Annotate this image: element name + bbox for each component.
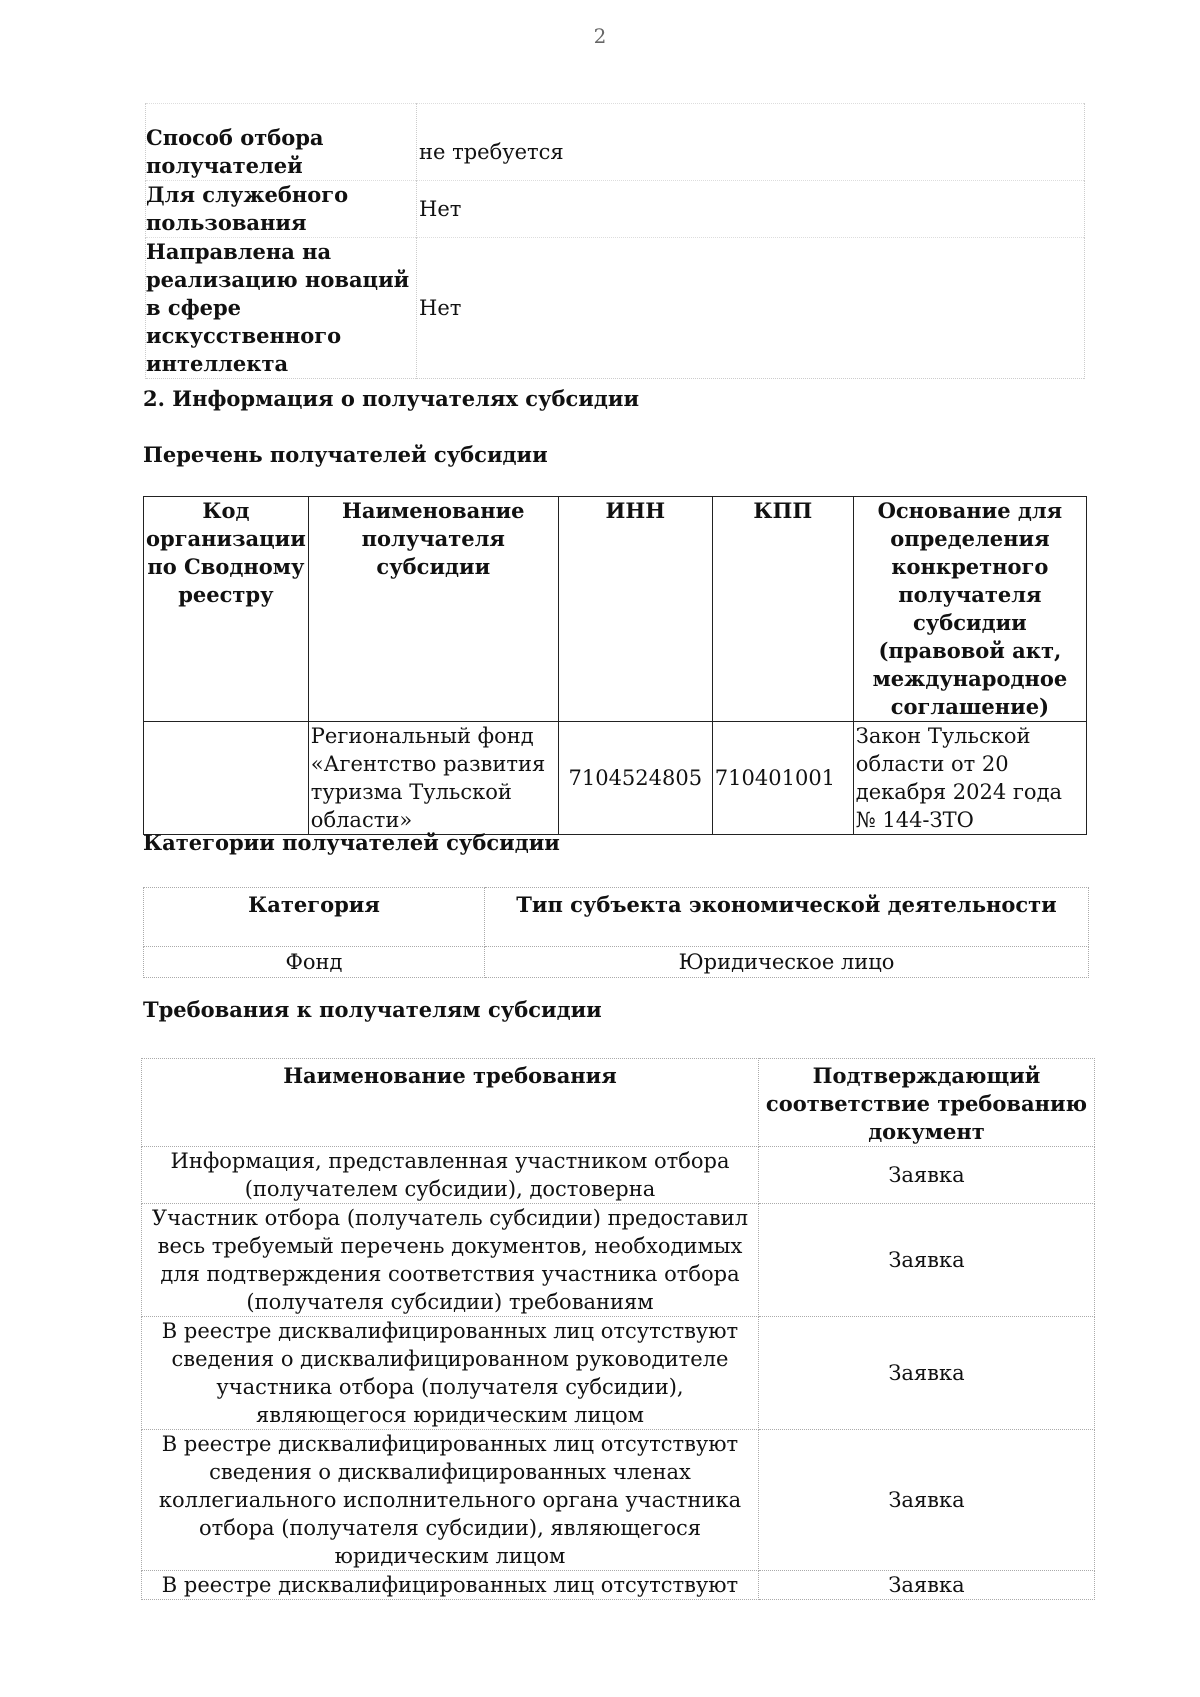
- info-value: Нет: [417, 181, 1085, 238]
- category-value: Фонд: [144, 947, 485, 978]
- table-row: [142, 1430, 1095, 1571]
- header-entity-type: Тип субъекта экономической деятельности: [485, 888, 1089, 947]
- requirement-name: В реестре дисквалифицированных лиц отсутствуют сведения о дисквалифицированном руководителе участника отбора (получателя субсидии), являющегося юридическим лицом: [142, 1317, 759, 1430]
- recipients-title: Перечень получателей субсидии: [143, 442, 548, 467]
- requirements-header-row: [142, 1059, 1095, 1147]
- table-row: [142, 1571, 1095, 1600]
- requirement-doc: Заявка: [759, 1571, 1095, 1600]
- categories-table: [143, 887, 1089, 978]
- requirement-doc: Заявка: [759, 1147, 1095, 1204]
- requirement-name: В реестре дисквалифицированных лиц отсутствуют сведения о дисквалифицированных членах коллегиального исполнительного органа участника отбора (получателя субсидии), являющегося юридическим лицом: [142, 1430, 759, 1571]
- table-row: [142, 1204, 1095, 1317]
- header-kpp: КПП: [712, 497, 853, 722]
- recipient-code: [144, 722, 309, 835]
- recipient-kpp: 710401001: [712, 722, 853, 835]
- recipient-inn: 7104524805: [558, 722, 712, 835]
- entity-type-value: Юридическое лицо: [485, 947, 1089, 978]
- requirement-doc: Заявка: [759, 1317, 1095, 1430]
- info-row: [146, 238, 1085, 379]
- table-row: [142, 1147, 1095, 1204]
- requirement-doc: Заявка: [759, 1204, 1095, 1317]
- header-name: Наименование получателя субсидии: [308, 497, 558, 722]
- requirement-name: Участник отбора (получатель субсидии) предоставил весь требуемый перечень документов, необходимых для подтверждения соответствия участника отбора (получателя субсидии) требованиям: [142, 1204, 759, 1317]
- categories-header-row: [144, 888, 1089, 947]
- page-number: 2: [593, 24, 607, 48]
- categories-title: Категории получателей субсидии: [143, 830, 560, 855]
- header-requirement: Наименование требования: [142, 1059, 759, 1147]
- table-row: [144, 722, 1087, 835]
- info-row: [146, 181, 1085, 238]
- recipients-header-row: [144, 497, 1087, 722]
- requirements-title: Требования к получателям субсидии: [143, 997, 602, 1022]
- info-table: [145, 103, 1085, 379]
- info-label: Направлена на реализацию новаций в сфере искусственного интеллекта: [146, 238, 417, 379]
- info-label: Способ отбора получателей: [146, 104, 417, 181]
- info-label: Для служебного пользования: [146, 181, 417, 238]
- table-row: [144, 947, 1089, 978]
- requirements-table: [141, 1058, 1095, 1600]
- recipients-table: [143, 496, 1087, 835]
- section-title: 2. Информация о получателях субсидии: [143, 386, 640, 411]
- header-basis: Основание для определения конкретного получателя субсидии (правовой акт, международное соглашение): [853, 497, 1086, 722]
- info-value: не требуется: [417, 104, 1085, 181]
- requirement-name: Информация, представленная участником отбора (получателем субсидии), достоверна: [142, 1147, 759, 1204]
- requirement-name: В реестре дисквалифицированных лиц отсутствуют: [142, 1571, 759, 1600]
- header-code: Код организации по Сводному реестру: [144, 497, 309, 722]
- info-value: Нет: [417, 238, 1085, 379]
- header-document: Подтверждающий соответствие требованию документ: [759, 1059, 1095, 1147]
- header-inn: ИНН: [558, 497, 712, 722]
- requirement-doc: Заявка: [759, 1430, 1095, 1571]
- header-category: Категория: [144, 888, 485, 947]
- info-row: [146, 104, 1085, 181]
- table-row: [142, 1317, 1095, 1430]
- recipient-name: Региональный фонд «Агентство развития туризма Тульской области»: [308, 722, 558, 835]
- recipient-basis: Закон Тульской области от 20 декабря 2024 года № 144-ЗТО: [853, 722, 1086, 835]
